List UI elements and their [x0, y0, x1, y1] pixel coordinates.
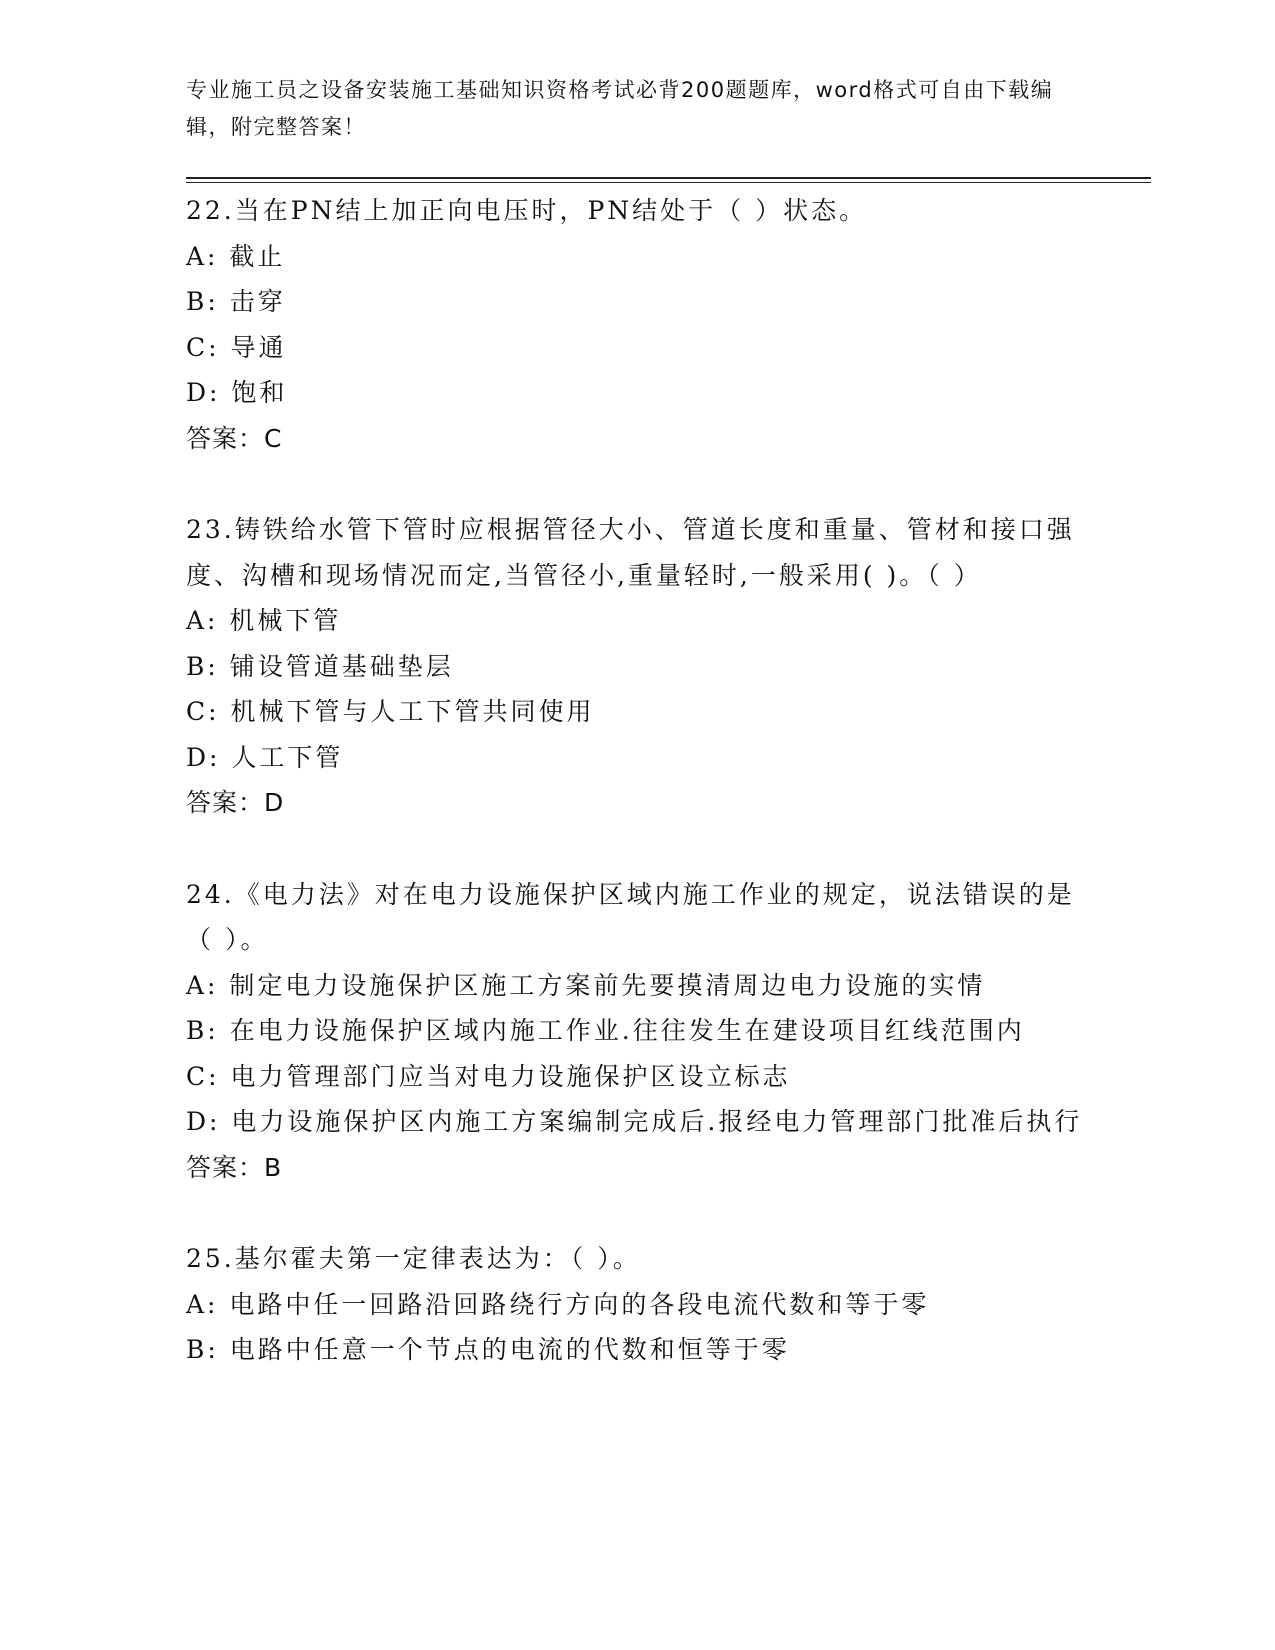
answer-label: 答案：D — [186, 788, 285, 817]
option-d: D: 饱和 — [186, 378, 288, 407]
question-stem: 23.铸铁给水管下管时应根据管径大小、管道长度和重量、管材和接口强度、沟槽和现场情况而定,当管径小,重量轻时,一般采用( )。（ ） — [186, 515, 1075, 590]
option-c: C: 导通 — [186, 332, 287, 362]
question-list — [186, 188, 1086, 1419]
option-b: B: 击穿 — [186, 287, 286, 316]
option-a: A: 制定电力设施保护区施工方案前先要摸清周边电力设施的实情 — [186, 970, 986, 1000]
answer-label: 答案：C — [186, 423, 283, 453]
header-rule-thin — [186, 182, 1151, 183]
question-23 — [186, 507, 1086, 826]
option-b: B: 铺设管道基础垫层 — [186, 651, 454, 681]
option-b: B: 在电力设施保护区域内施工作业.往往发生在建设项目红线范围内 — [186, 1016, 1025, 1045]
option-a: A: 电路中任一回路沿回路绕行方向的各段电流代数和等于零 — [186, 1289, 930, 1319]
option-a: A: 截止 — [186, 241, 286, 271]
question-24 — [186, 872, 1086, 1191]
option-c: C: 机械下管与人工下管共同使用 — [186, 697, 595, 726]
document-title: 专业施工员之设备安装施工基础知识资格考试必背200题题库，word格式可自由下载编辑，附完整答案！ — [186, 78, 1054, 139]
header-rule-thick — [186, 177, 1151, 179]
option-a: A: 机械下管 — [186, 606, 342, 635]
question-stem: 24.《电力法》对在电力设施保护区域内施工作业的规定，说法错误的是（ ）。 — [186, 879, 1075, 954]
question-stem: 22.当在PN结上加正向电压时，PN结处于（ ）状态。 — [186, 196, 868, 225]
option-b: B: 电路中任意一个节点的电流的代数和恒等于零 — [186, 1335, 790, 1364]
option-d: D: 电力设施保护区内施工方案编制完成后.报经电力管理部门批准后执行 — [186, 1107, 1083, 1136]
option-c: C: 电力管理部门应当对电力设施保护区设立标志 — [186, 1061, 791, 1091]
answer-label: 答案：B — [186, 1152, 283, 1182]
question-stem: 25.基尔霍夫第一定律表达为：（ ）。 — [186, 1244, 641, 1273]
option-d: D: 人工下管 — [186, 742, 344, 772]
question-25 — [186, 1236, 1086, 1373]
question-22 — [186, 188, 1086, 461]
